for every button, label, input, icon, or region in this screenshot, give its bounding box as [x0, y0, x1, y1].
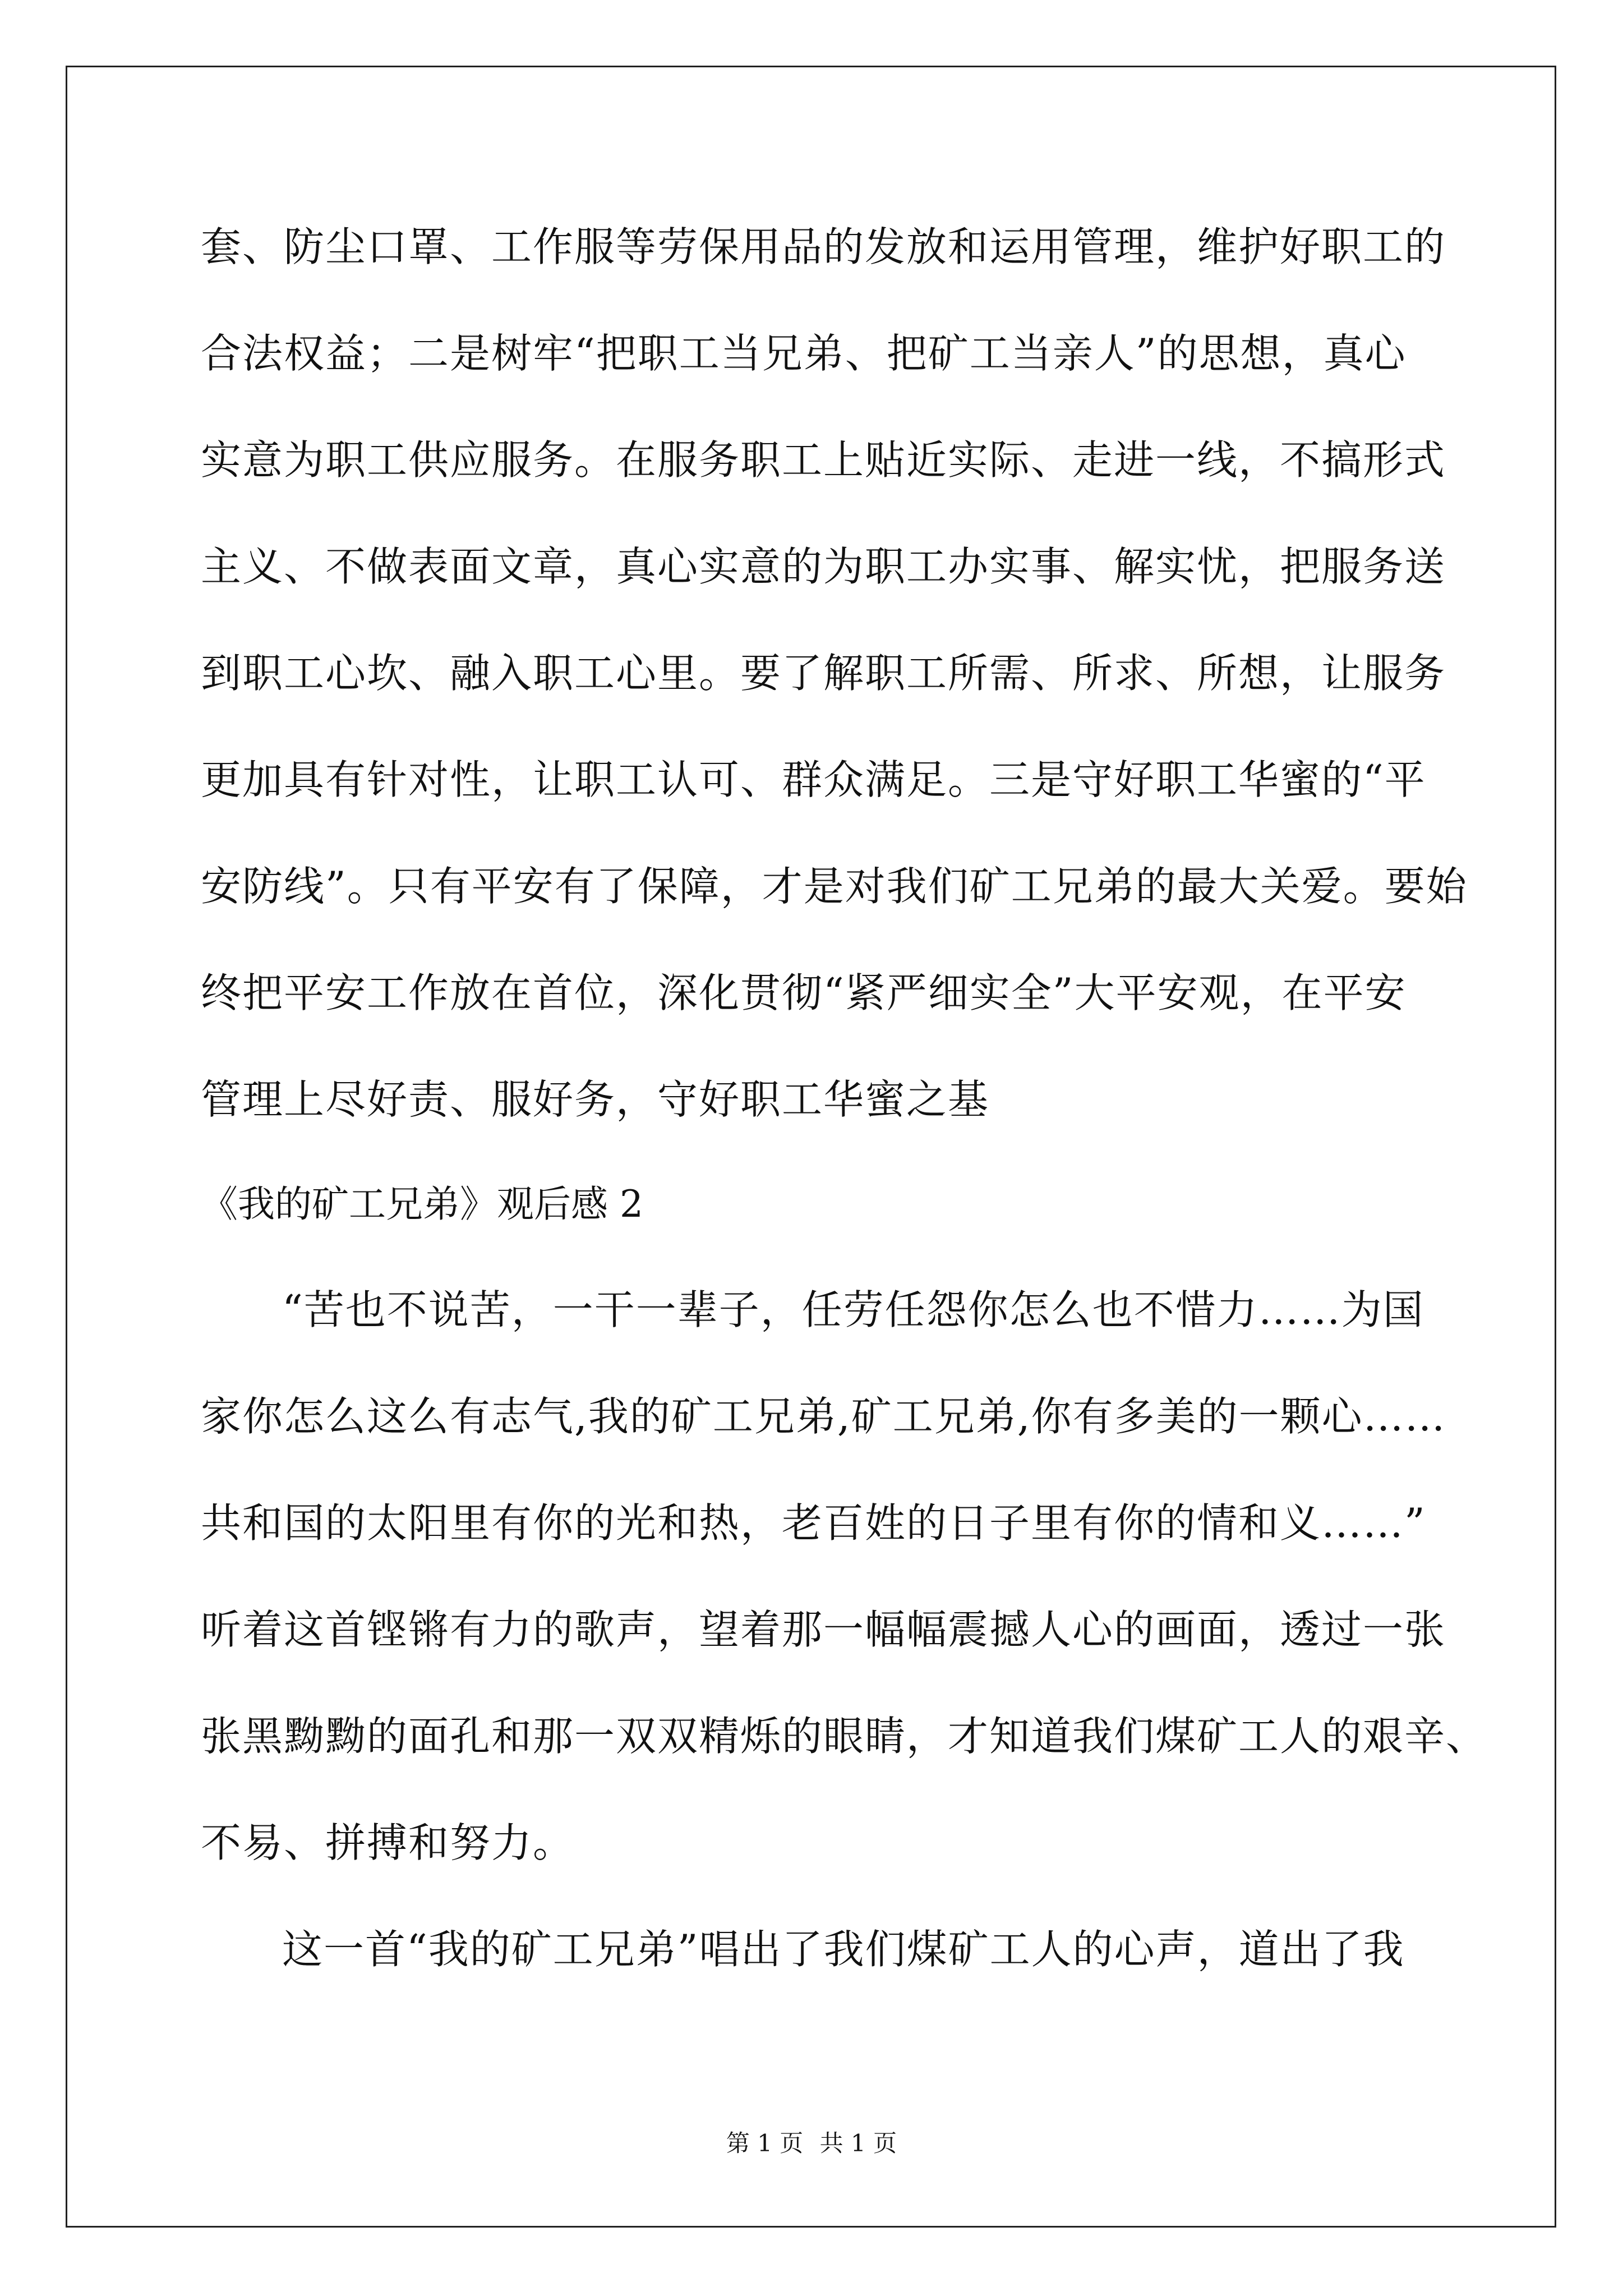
body-line-2: 合法权益；二是树牢“把职工当兄弟、把矿工当亲人”的思想，真心 [201, 330, 1407, 377]
page-border [66, 66, 1556, 2228]
body2-line-4: 听着这首铿锵有力的歌声，望着那一幅幅震撼人心的画面，透过一张 [201, 1606, 1446, 1653]
body-line-7: 安防线”。只有平安有了保障，才是对我们矿工兄弟的最大关爱。要始 [201, 863, 1468, 910]
body-line-4: 主义、不做表面文章，真心实意的为职工办实事、解实忧，把服务送 [201, 543, 1446, 590]
body-line-1: 套、防尘口罩、工作服等劳保用品的发放和运用管理，维护好职工的 [201, 223, 1446, 270]
body2-line-5: 张黑黝黝的面孔和那一双双精烁的眼睛，才知道我们煤矿工人的艰辛、 [201, 1713, 1488, 1760]
body2-line-7: 这一首“我的矿工兄弟”唱出了我们煤矿工人的心声，道出了我 [282, 1926, 1405, 1973]
page-number: 第 1 页 [726, 2129, 804, 2157]
body-line-9: 管理上尽好责、服好务，守好职工华蜜之基 [201, 1076, 990, 1123]
body2-line-2: 家你怎么这么有志气,我的矿工兄弟,矿工兄弟,你有多美的一颗心…… [201, 1393, 1446, 1440]
section-heading: 《我的矿工兄弟》观后感 2 [201, 1182, 643, 1226]
page-total: 共 1 页 [819, 2129, 897, 2157]
body2-line-6: 不易、拼搏和努力。 [201, 1819, 575, 1866]
body-line-6: 更加具有针对性，让职工认可、群众满足。三是守好职工华蜜的“平 [201, 756, 1426, 803]
body-line-3: 实意为职工供应服务。在服务职工上贴近实际、走进一线，不搞形式 [201, 436, 1446, 484]
body2-line-3: 共和国的太阳里有你的光和热，老百姓的日子里有你的情和义……” [201, 1499, 1426, 1547]
body2-line-1: “苦也不说苦，一干一辈子，任劳任怨你怎么也不惜力……为国 [282, 1286, 1424, 1333]
body-line-8: 终把平安工作放在首位，深化贯彻“紧严细实全”大平安观，在平安 [201, 969, 1407, 1016]
page-footer [0, 2129, 1623, 2158]
body-line-5: 到职工心坎、融入职工心里。要了解职工所需、所求、所想，让服务 [201, 650, 1446, 697]
